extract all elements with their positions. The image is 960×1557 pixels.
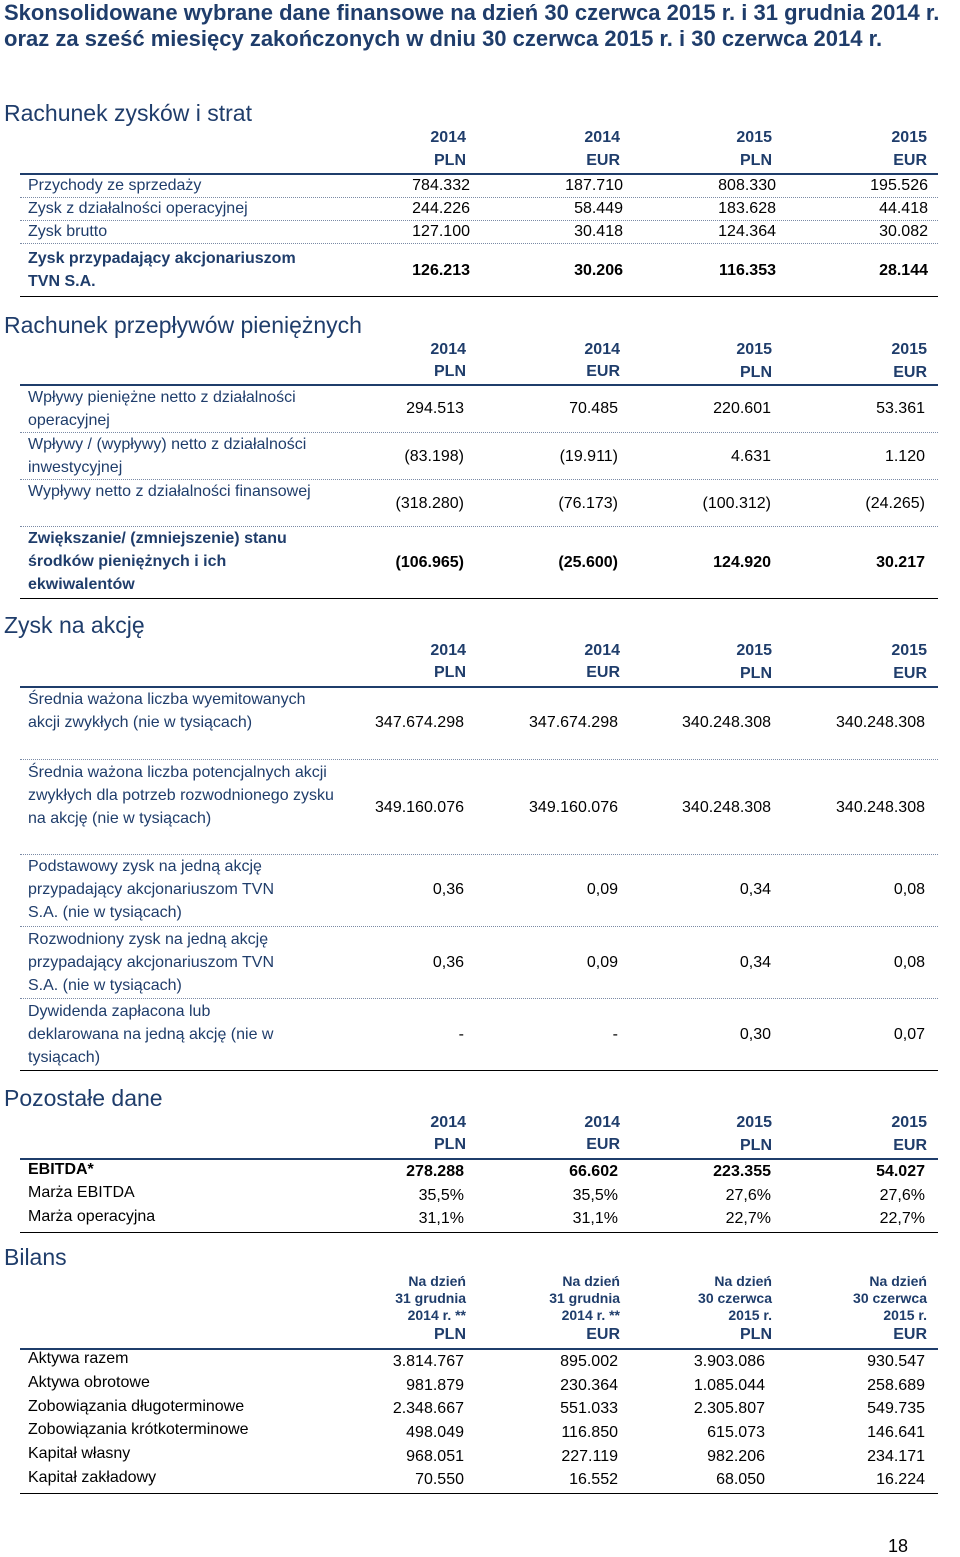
cell-value: 808.330	[718, 177, 776, 194]
cell-value: 968.051	[406, 1448, 464, 1465]
header-year: 2015	[891, 1114, 927, 1131]
cell-value: 70.550	[415, 1471, 464, 1488]
header-line: 31 grudnia	[395, 1290, 466, 1306]
cell-value: -	[458, 1026, 464, 1043]
cell-value: 0,36	[432, 954, 464, 971]
header-year: 2015	[736, 642, 772, 659]
header-currency: EUR	[586, 1326, 620, 1343]
cell-value: 227.119	[561, 1448, 618, 1465]
row-label: Aktywa obrotowe	[28, 1374, 150, 1391]
cell-value: 183.628	[718, 200, 776, 217]
cell-value: 66.602	[569, 1163, 618, 1180]
cell-value: 27,6%	[879, 1187, 925, 1204]
header-currency: PLN	[740, 1326, 772, 1343]
cell-value: 258.689	[867, 1377, 925, 1394]
header-currency: EUR	[586, 152, 620, 169]
row-divider	[20, 759, 938, 760]
cell-value: 0,34	[739, 881, 771, 898]
cell-value: 124.920	[713, 554, 771, 571]
cell-value: 31,1%	[572, 1210, 618, 1227]
cell-value: 31,1%	[418, 1210, 464, 1227]
cell-value: 982.206	[707, 1448, 765, 1465]
cell-value: 30.418	[574, 223, 623, 240]
header-year: 2015	[736, 1114, 772, 1131]
header-currency: EUR	[586, 1136, 620, 1153]
cell-value: 347.674.298	[375, 714, 464, 731]
row-label: Marża EBITDA	[28, 1184, 135, 1201]
row-label: EBITDA*	[28, 1161, 94, 1178]
header-year: 2015	[891, 341, 927, 358]
cell-value: 340.248.308	[836, 799, 925, 816]
divider	[20, 1158, 938, 1160]
header-currency: EUR	[586, 363, 620, 380]
row-divider	[20, 220, 938, 221]
header-currency: EUR	[893, 665, 927, 682]
cell-value: 244.226	[412, 200, 470, 217]
cell-value: 70.485	[569, 400, 618, 417]
cell-value: 3.814.767	[392, 1353, 464, 1370]
header-currency: EUR	[893, 364, 927, 381]
cell-value: (83.198)	[404, 448, 464, 465]
section-title-eps: Zysk na akcję	[4, 612, 145, 638]
divider	[20, 598, 938, 599]
cell-value: (19.911)	[559, 448, 618, 465]
cell-value: (24.265)	[865, 495, 925, 512]
row-label: Wpływy / (wypływy) netto z działalności inwestycyjnej	[28, 436, 307, 476]
header-currency: PLN	[434, 152, 466, 169]
cell-value: 116.353	[719, 262, 776, 279]
header-currency: EUR	[893, 152, 927, 169]
cell-value: 1.085.044	[693, 1377, 765, 1394]
header-line: Na dzień	[714, 1273, 772, 1289]
header-year: 2014	[584, 642, 620, 659]
cell-value: 16.224	[876, 1471, 925, 1488]
header-line: 2014 r. **	[561, 1307, 620, 1323]
cell-value: 187.710	[565, 177, 623, 194]
header-line: 31 grudnia	[549, 1290, 620, 1306]
row-label: Zobowiązania krótkoterminowe	[28, 1421, 249, 1438]
cell-value: 0,08	[893, 954, 925, 971]
header-line: 2015 r.	[728, 1307, 772, 1323]
cell-value: 349.160.076	[375, 799, 464, 816]
header-line: Na dzień	[562, 1273, 620, 1289]
row-label: Dywidenda zapłacona lub deklarowana na jedną akcję (nie w tysiącach)	[28, 1003, 274, 1066]
cell-value: 54.027	[876, 1163, 925, 1180]
row-label: Kapitał zakładowy	[28, 1469, 157, 1486]
header-currency: PLN	[740, 364, 772, 381]
header-line: 2014 r. **	[407, 1307, 466, 1323]
header-currency: EUR	[893, 1326, 927, 1343]
page-title: Skonsolidowane wybrane dane finansowe na dzień 30 czerwca 2015 r. i 31 grudnia 2014 r. oraz za sześć miesięcy zakończonych w dniu 30 czerwca 2015 r. i 30 czerwca 2014 r.	[4, 0, 940, 51]
cell-value: 0,08	[893, 881, 925, 898]
cell-value: (100.312)	[702, 495, 771, 512]
cell-value: 615.073	[707, 1424, 765, 1441]
header-year: 2014	[584, 1114, 620, 1131]
header-currency: EUR	[586, 664, 620, 681]
row-label: Zysk przypadający akcjonariuszom TVN S.A.	[28, 250, 296, 290]
header-line: 30 czerwca	[853, 1290, 927, 1306]
cell-value: 340.248.308	[682, 799, 771, 816]
section-title-balance: Bilans	[4, 1244, 67, 1270]
row-divider	[20, 998, 938, 999]
divider	[20, 1232, 938, 1233]
cell-value: 2.305.807	[693, 1400, 765, 1417]
cell-value: 0,34	[739, 954, 771, 971]
cell-value: 30.082	[879, 223, 928, 240]
cell-value: 4.631	[730, 448, 771, 465]
cell-value: 895.002	[560, 1353, 618, 1370]
cell-value: 551.033	[560, 1400, 618, 1417]
cell-value: 930.547	[867, 1353, 925, 1370]
cell-value: 44.418	[879, 200, 928, 217]
header-currency: PLN	[740, 665, 772, 682]
cell-value: 22,7%	[879, 1210, 925, 1227]
divider	[20, 1493, 938, 1494]
cell-value: 58.449	[574, 200, 623, 217]
header-year: 2014	[430, 1114, 466, 1131]
cell-value: 28.144	[879, 262, 928, 279]
cell-value: 981.879	[406, 1377, 464, 1394]
divider	[20, 296, 938, 297]
cell-value: 234.171	[867, 1448, 925, 1465]
cell-value: 0,09	[586, 881, 618, 898]
row-label: Marża operacyjna	[28, 1208, 156, 1225]
header-year: 2015	[891, 129, 927, 146]
cell-value: 126.213	[412, 262, 470, 279]
cell-value: 22,7%	[725, 1210, 771, 1227]
header-currency: PLN	[434, 1326, 466, 1343]
cell-value: 0,09	[586, 954, 618, 971]
cell-value: 127.100	[412, 223, 470, 240]
header-currency: PLN	[434, 664, 466, 681]
cell-value: 340.248.308	[836, 714, 925, 731]
cell-value: 16.552	[569, 1471, 618, 1488]
cell-value: 146.641	[867, 1424, 925, 1441]
header-currency: PLN	[740, 152, 772, 169]
header-line: Na dzień	[869, 1273, 927, 1289]
row-label: Zysk z działalności operacyjnej	[28, 200, 248, 217]
header-line: 30 czerwca	[698, 1290, 772, 1306]
header-currency: PLN	[434, 1136, 466, 1153]
cell-value: 1.120	[884, 448, 925, 465]
cell-value: 195.526	[870, 177, 928, 194]
row-divider	[20, 926, 938, 927]
header-year: 2014	[430, 341, 466, 358]
cell-value: 498.049	[406, 1424, 464, 1441]
row-label: Zysk brutto	[28, 223, 108, 240]
cell-value: 27,6%	[725, 1187, 771, 1204]
cell-value: 35,5%	[572, 1187, 618, 1204]
cell-value: 116.850	[561, 1424, 618, 1441]
header-year: 2014	[430, 642, 466, 659]
header-year: 2014	[584, 341, 620, 358]
row-label: Przychody ze sprzedaży	[28, 177, 202, 194]
cell-value: 230.364	[560, 1377, 618, 1394]
row-label: Kapitał własny	[28, 1445, 131, 1462]
page-number: 18	[888, 1536, 909, 1556]
header-currency: PLN	[740, 1137, 772, 1154]
section-title-pnl: Rachunek zysków i strat	[4, 100, 252, 126]
cell-value: (76.173)	[558, 495, 618, 512]
divider	[20, 1070, 938, 1071]
cell-value: (25.600)	[558, 554, 618, 571]
header-year: 2014	[430, 129, 466, 146]
row-label: Średnia ważona liczba potencjalnych akcji zwykłych dla potrzeb rozwodnionego zysku na akcję (nie w tysiącach)	[28, 764, 334, 827]
cell-value: 2.348.667	[392, 1400, 464, 1417]
cell-value: 0,30	[739, 1026, 771, 1043]
cell-value: 347.674.298	[529, 714, 618, 731]
cell-value: 223.355	[713, 1163, 771, 1180]
cell-value: 53.361	[876, 400, 925, 417]
cell-value: 3.903.086	[693, 1353, 765, 1370]
cell-value: 549.735	[867, 1400, 925, 1417]
header-year: 2015	[736, 129, 772, 146]
cell-value: 340.248.308	[682, 714, 771, 731]
row-label: Wpływy pieniężne netto z działalności operacyjnej	[28, 389, 296, 429]
cell-value: 278.288	[406, 1163, 464, 1180]
row-divider	[20, 243, 938, 244]
cell-value: 0,36	[432, 881, 464, 898]
cell-value: 68.050	[716, 1471, 765, 1488]
row-label: Aktywa razem	[28, 1350, 129, 1367]
cell-value: 35,5%	[418, 1187, 464, 1204]
header-year: 2014	[584, 129, 620, 146]
cell-value: 30.206	[574, 262, 623, 279]
cell-value: 220.601	[713, 400, 771, 417]
header-year: 2015	[736, 341, 772, 358]
row-label: Podstawowy zysk na jedną akcję przypadający akcjonariuszom TVN S.A. (nie w tysiącach)	[28, 858, 275, 921]
row-label: Zwiększanie/ (zmniejszenie) stanu środków pieniężnych i ich ekwiwalentów	[28, 530, 287, 593]
header-year: 2015	[891, 642, 927, 659]
cell-value: 124.364	[718, 223, 776, 240]
header-line: Na dzień	[408, 1273, 466, 1289]
cell-value: 294.513	[406, 400, 464, 417]
cell-value: 30.217	[876, 554, 925, 571]
row-label: Średnia ważona liczba wyemitowanych akcji zwykłych (nie w tysiącach)	[28, 691, 306, 731]
row-label: Rozwodniony zysk na jedną akcję przypadający akcjonariuszom TVN S.A. (nie w tysiącach)	[28, 931, 275, 994]
cell-value: 784.332	[412, 177, 470, 194]
section-title-cashflow: Rachunek przepływów pieniężnych	[4, 312, 362, 338]
cell-value: (318.280)	[395, 495, 464, 512]
section-title-other: Pozostałe dane	[4, 1085, 163, 1111]
cell-value: -	[612, 1026, 618, 1043]
header-line: 2015 r.	[883, 1307, 927, 1323]
row-label: Wypływy netto z działalności finansowej	[28, 483, 311, 500]
divider	[20, 1348, 938, 1350]
cell-value: (106.965)	[395, 554, 464, 571]
row-label: Zobowiązania długoterminowe	[28, 1398, 245, 1415]
header-currency: EUR	[893, 1137, 927, 1154]
cell-value: 349.160.076	[529, 799, 618, 816]
header-currency: PLN	[434, 363, 466, 380]
cell-value: 0,07	[893, 1026, 925, 1043]
